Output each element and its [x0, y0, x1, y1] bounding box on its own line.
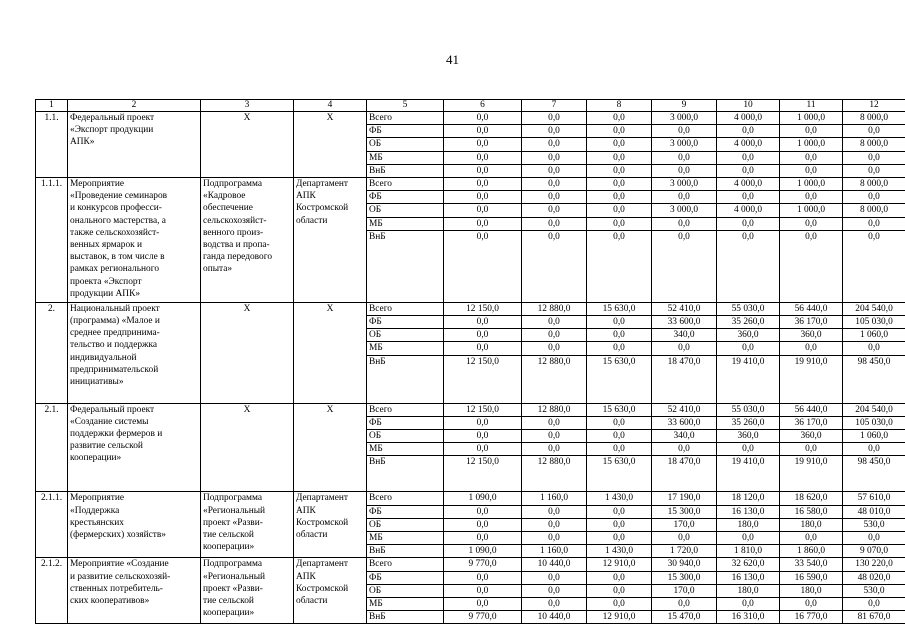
- item-name-cell: Федеральный проект «Создание системы поддержки фермеров и развитие сельской кооперации»: [68, 403, 201, 492]
- value-cell: 180,0: [780, 584, 843, 597]
- value-cell: 12 880,0: [522, 302, 587, 315]
- value-cell: 1 000,0: [780, 112, 843, 125]
- value-cell: 48 020,0: [843, 571, 905, 584]
- value-cell: 1 860,0: [780, 545, 843, 558]
- value-cell: 55 030,0: [717, 403, 780, 416]
- value-cell: 33 540,0: [780, 558, 843, 571]
- row-number-cell: 1.1.1.: [36, 178, 68, 303]
- value-cell: 1 000,0: [780, 138, 843, 151]
- value-cell: 52 410,0: [652, 302, 717, 315]
- table-row: [36, 178, 905, 191]
- value-cell: 32 620,0: [717, 558, 780, 571]
- value-cell: 0,0: [652, 342, 717, 355]
- value-cell: 0,0: [444, 329, 522, 342]
- value-cell: 4 000,0: [717, 204, 780, 217]
- value-cell: 180,0: [780, 518, 843, 531]
- funding-source-cell: МБ: [367, 598, 444, 611]
- value-cell: 0,0: [444, 138, 522, 151]
- value-cell: 12 880,0: [522, 403, 587, 416]
- value-cell: 360,0: [717, 329, 780, 342]
- value-cell: 0,0: [587, 204, 652, 217]
- row-number-cell: 2.1.2.: [36, 558, 68, 624]
- value-cell: 12 150,0: [444, 456, 522, 492]
- value-cell: 0,0: [444, 443, 522, 456]
- header-cell: 5: [367, 100, 444, 112]
- header-cell: 12: [843, 100, 905, 112]
- value-cell: 12 150,0: [444, 403, 522, 416]
- value-cell: 18 470,0: [652, 456, 717, 492]
- row-number-cell: 2.1.: [36, 403, 68, 492]
- value-cell: 0,0: [652, 191, 717, 204]
- value-cell: 0,0: [587, 532, 652, 545]
- value-cell: 360,0: [780, 329, 843, 342]
- funding-source-cell: ОБ: [367, 138, 444, 151]
- value-cell: 530,0: [843, 584, 905, 597]
- value-cell: 0,0: [522, 416, 587, 429]
- value-cell: 16 310,0: [717, 611, 780, 624]
- executor-cell: Департамент АПК Костромской области: [294, 178, 367, 303]
- funding-source-cell: МБ: [367, 151, 444, 164]
- value-cell: 36 170,0: [780, 416, 843, 429]
- funding-source-cell: ВнБ: [367, 230, 444, 302]
- value-cell: 98 450,0: [843, 456, 905, 492]
- value-cell: 16 590,0: [780, 571, 843, 584]
- value-cell: 1 000,0: [780, 204, 843, 217]
- program-cell: Х: [201, 302, 294, 403]
- value-cell: 0,0: [444, 518, 522, 531]
- value-cell: 0,0: [717, 151, 780, 164]
- value-cell: 9 770,0: [444, 558, 522, 571]
- value-cell: 0,0: [444, 430, 522, 443]
- value-cell: 180,0: [717, 584, 780, 597]
- value-cell: 0,0: [780, 191, 843, 204]
- value-cell: 0,0: [444, 230, 522, 302]
- funding-source-cell: Всего: [367, 558, 444, 571]
- row-number-cell: 2.1.1.: [36, 492, 68, 558]
- value-cell: 35 260,0: [717, 316, 780, 329]
- value-cell: 0,0: [587, 329, 652, 342]
- value-cell: 0,0: [780, 532, 843, 545]
- value-cell: 0,0: [780, 217, 843, 230]
- value-cell: 105 030,0: [843, 316, 905, 329]
- value-cell: 0,0: [843, 230, 905, 302]
- value-cell: 0,0: [444, 178, 522, 191]
- value-cell: 0,0: [444, 125, 522, 138]
- value-cell: 4 000,0: [717, 112, 780, 125]
- value-cell: 0,0: [587, 598, 652, 611]
- value-cell: 1 430,0: [587, 545, 652, 558]
- value-cell: 0,0: [587, 217, 652, 230]
- value-cell: 0,0: [587, 518, 652, 531]
- value-cell: 18 120,0: [717, 492, 780, 505]
- value-cell: 0,0: [522, 316, 587, 329]
- value-cell: 15 300,0: [652, 505, 717, 518]
- value-cell: 0,0: [444, 151, 522, 164]
- value-cell: 0,0: [444, 112, 522, 125]
- value-cell: 10 440,0: [522, 611, 587, 624]
- value-cell: 0,0: [652, 532, 717, 545]
- item-name-cell: Мероприятие «Создание и развитие сельскохозяй- ственных потребитель- ских кооперативов»: [68, 558, 201, 624]
- value-cell: 8 000,0: [843, 112, 905, 125]
- value-cell: 0,0: [522, 230, 587, 302]
- header-cell: 11: [780, 100, 843, 112]
- value-cell: 15 300,0: [652, 571, 717, 584]
- value-cell: 4 000,0: [717, 178, 780, 191]
- value-cell: 0,0: [652, 125, 717, 138]
- value-cell: 15 630,0: [587, 456, 652, 492]
- funding-source-cell: ФБ: [367, 191, 444, 204]
- value-cell: 0,0: [444, 505, 522, 518]
- value-cell: 340,0: [652, 430, 717, 443]
- program-cell: Х: [201, 112, 294, 178]
- executor-cell: Х: [294, 302, 367, 403]
- header-cell: 3: [201, 100, 294, 112]
- funding-source-cell: ВнБ: [367, 164, 444, 177]
- value-cell: 0,0: [444, 532, 522, 545]
- value-cell: 3 000,0: [652, 204, 717, 217]
- row-number-cell: 2.: [36, 302, 68, 403]
- funding-source-cell: МБ: [367, 532, 444, 545]
- value-cell: 0,0: [843, 532, 905, 545]
- value-cell: 0,0: [717, 164, 780, 177]
- value-cell: 0,0: [522, 204, 587, 217]
- value-cell: 0,0: [444, 584, 522, 597]
- value-cell: 0,0: [717, 230, 780, 302]
- value-cell: 0,0: [587, 164, 652, 177]
- header-cell: 4: [294, 100, 367, 112]
- funding-source-cell: ФБ: [367, 505, 444, 518]
- header-cell: 8: [587, 100, 652, 112]
- value-cell: 33 600,0: [652, 416, 717, 429]
- value-cell: 0,0: [652, 217, 717, 230]
- value-cell: 0,0: [522, 151, 587, 164]
- value-cell: 48 010,0: [843, 505, 905, 518]
- value-cell: 0,0: [780, 598, 843, 611]
- value-cell: 1 430,0: [587, 492, 652, 505]
- value-cell: 9 770,0: [444, 611, 522, 624]
- value-cell: 0,0: [522, 112, 587, 125]
- item-name-cell: Мероприятие «Проведение семинаров и конкурсов професси- онального мастерства, а также сельскохозяйст- венных ярмарок и выставок, в том числе в рамках регионального проекта «Экспорт продукции АПК»: [68, 178, 201, 303]
- value-cell: 12 880,0: [522, 355, 587, 403]
- value-cell: 0,0: [652, 230, 717, 302]
- value-cell: 0,0: [652, 151, 717, 164]
- value-cell: 0,0: [780, 164, 843, 177]
- header-cell: 6: [444, 100, 522, 112]
- value-cell: 0,0: [587, 316, 652, 329]
- header-cell: 9: [652, 100, 717, 112]
- value-cell: 0,0: [717, 125, 780, 138]
- funding-source-cell: ОБ: [367, 329, 444, 342]
- page-number: 41: [446, 52, 459, 67]
- value-cell: 0,0: [444, 204, 522, 217]
- value-cell: 4 000,0: [717, 138, 780, 151]
- table-row: [36, 403, 905, 416]
- program-cell: Подпрограмма «Кадровое обеспечение сельскохозяйст- венного произ- водства и пропа- ганда передового опыта»: [201, 178, 294, 303]
- value-cell: 8 000,0: [843, 178, 905, 191]
- value-cell: 180,0: [717, 518, 780, 531]
- value-cell: 0,0: [587, 505, 652, 518]
- value-cell: 0,0: [843, 164, 905, 177]
- value-cell: 0,0: [780, 230, 843, 302]
- value-cell: 18 470,0: [652, 355, 717, 403]
- executor-cell: Департамент АПК Костромской области: [294, 558, 367, 624]
- value-cell: 0,0: [717, 532, 780, 545]
- value-cell: 0,0: [522, 505, 587, 518]
- value-cell: 0,0: [843, 125, 905, 138]
- value-cell: 0,0: [522, 178, 587, 191]
- value-cell: 130 220,0: [843, 558, 905, 571]
- value-cell: 16 580,0: [780, 505, 843, 518]
- value-cell: 1 060,0: [843, 430, 905, 443]
- value-cell: 0,0: [522, 584, 587, 597]
- value-cell: 0,0: [587, 571, 652, 584]
- value-cell: 0,0: [780, 125, 843, 138]
- value-cell: 360,0: [780, 430, 843, 443]
- value-cell: 81 670,0: [843, 611, 905, 624]
- funding-source-cell: Всего: [367, 302, 444, 315]
- value-cell: 3 000,0: [652, 112, 717, 125]
- value-cell: 0,0: [444, 217, 522, 230]
- value-cell: 0,0: [444, 164, 522, 177]
- value-cell: 30 940,0: [652, 558, 717, 571]
- value-cell: 0,0: [522, 191, 587, 204]
- value-cell: 56 440,0: [780, 403, 843, 416]
- value-cell: 18 620,0: [780, 492, 843, 505]
- value-cell: 0,0: [843, 151, 905, 164]
- value-cell: 0,0: [717, 598, 780, 611]
- value-cell: 0,0: [843, 443, 905, 456]
- executor-cell: Х: [294, 403, 367, 492]
- funding-source-cell: ОБ: [367, 204, 444, 217]
- value-cell: 12 150,0: [444, 355, 522, 403]
- value-cell: 0,0: [587, 342, 652, 355]
- executor-cell: Х: [294, 112, 367, 178]
- header-row: [36, 100, 905, 112]
- table-row: [36, 492, 905, 505]
- funding-source-cell: ВнБ: [367, 611, 444, 624]
- value-cell: 0,0: [522, 443, 587, 456]
- funding-source-cell: ФБ: [367, 416, 444, 429]
- budget-table: [35, 99, 905, 624]
- table-row: [36, 302, 905, 315]
- value-cell: 0,0: [587, 584, 652, 597]
- header-cell: 7: [522, 100, 587, 112]
- value-cell: 0,0: [444, 342, 522, 355]
- funding-source-cell: ОБ: [367, 430, 444, 443]
- value-cell: 0,0: [444, 598, 522, 611]
- value-cell: 360,0: [717, 430, 780, 443]
- value-cell: 105 030,0: [843, 416, 905, 429]
- value-cell: 98 450,0: [843, 355, 905, 403]
- value-cell: 0,0: [587, 138, 652, 151]
- funding-source-cell: Всего: [367, 178, 444, 191]
- value-cell: 170,0: [652, 584, 717, 597]
- value-cell: 0,0: [780, 342, 843, 355]
- item-name-cell: Мероприятие «Поддержка крестьянских (фермерских) хозяйств»: [68, 492, 201, 558]
- funding-source-cell: ВнБ: [367, 456, 444, 492]
- value-cell: 0,0: [587, 125, 652, 138]
- value-cell: 1 000,0: [780, 178, 843, 191]
- value-cell: 204 540,0: [843, 403, 905, 416]
- value-cell: 0,0: [522, 217, 587, 230]
- value-cell: 1 160,0: [522, 545, 587, 558]
- value-cell: 52 410,0: [652, 403, 717, 416]
- value-cell: 33 600,0: [652, 316, 717, 329]
- value-cell: 1 090,0: [444, 545, 522, 558]
- value-cell: 0,0: [717, 217, 780, 230]
- value-cell: 56 440,0: [780, 302, 843, 315]
- value-cell: 0,0: [522, 571, 587, 584]
- value-cell: 19 910,0: [780, 456, 843, 492]
- value-cell: 0,0: [587, 430, 652, 443]
- value-cell: 0,0: [780, 151, 843, 164]
- value-cell: 0,0: [522, 125, 587, 138]
- value-cell: 15 630,0: [587, 355, 652, 403]
- value-cell: 0,0: [522, 164, 587, 177]
- funding-source-cell: ФБ: [367, 316, 444, 329]
- value-cell: 12 910,0: [587, 611, 652, 624]
- value-cell: 36 170,0: [780, 316, 843, 329]
- value-cell: 3 000,0: [652, 138, 717, 151]
- funding-source-cell: Всего: [367, 492, 444, 505]
- executor-cell: Департамент АПК Костромской области: [294, 492, 367, 558]
- value-cell: 8 000,0: [843, 138, 905, 151]
- value-cell: 340,0: [652, 329, 717, 342]
- value-cell: 170,0: [652, 518, 717, 531]
- value-cell: 1 160,0: [522, 492, 587, 505]
- value-cell: 0,0: [444, 316, 522, 329]
- value-cell: 0,0: [522, 598, 587, 611]
- value-cell: 16 130,0: [717, 505, 780, 518]
- value-cell: 0,0: [843, 342, 905, 355]
- value-cell: 0,0: [522, 518, 587, 531]
- value-cell: 1 060,0: [843, 329, 905, 342]
- value-cell: 55 030,0: [717, 302, 780, 315]
- value-cell: 0,0: [522, 430, 587, 443]
- value-cell: 16 130,0: [717, 571, 780, 584]
- value-cell: 0,0: [444, 571, 522, 584]
- value-cell: 9 070,0: [843, 545, 905, 558]
- value-cell: 0,0: [444, 416, 522, 429]
- value-cell: 530,0: [843, 518, 905, 531]
- value-cell: 0,0: [587, 416, 652, 429]
- value-cell: 1 720,0: [652, 545, 717, 558]
- header-cell: 2: [68, 100, 201, 112]
- value-cell: 19 410,0: [717, 456, 780, 492]
- value-cell: 35 260,0: [717, 416, 780, 429]
- value-cell: 0,0: [522, 342, 587, 355]
- value-cell: 0,0: [652, 164, 717, 177]
- funding-source-cell: МБ: [367, 443, 444, 456]
- value-cell: 15 630,0: [587, 403, 652, 416]
- value-cell: 3 000,0: [652, 178, 717, 191]
- value-cell: 15 470,0: [652, 611, 717, 624]
- funding-source-cell: ОБ: [367, 518, 444, 531]
- table-row: [36, 112, 905, 125]
- value-cell: 10 440,0: [522, 558, 587, 571]
- value-cell: 0,0: [717, 342, 780, 355]
- funding-source-cell: ФБ: [367, 125, 444, 138]
- value-cell: 0,0: [843, 217, 905, 230]
- value-cell: 0,0: [717, 191, 780, 204]
- value-cell: 8 000,0: [843, 204, 905, 217]
- value-cell: 19 410,0: [717, 355, 780, 403]
- value-cell: 0,0: [843, 191, 905, 204]
- value-cell: 0,0: [587, 151, 652, 164]
- value-cell: 204 540,0: [843, 302, 905, 315]
- value-cell: 15 630,0: [587, 302, 652, 315]
- value-cell: 0,0: [522, 329, 587, 342]
- funding-source-cell: МБ: [367, 217, 444, 230]
- funding-source-cell: Всего: [367, 112, 444, 125]
- header-cell: 1: [36, 100, 68, 112]
- value-cell: 19 910,0: [780, 355, 843, 403]
- program-cell: Подпрограмма «Региональный проект «Разви- тие сельской кооперации»: [201, 492, 294, 558]
- value-cell: 12 150,0: [444, 302, 522, 315]
- funding-source-cell: ФБ: [367, 571, 444, 584]
- value-cell: 16 770,0: [780, 611, 843, 624]
- value-cell: 0,0: [587, 443, 652, 456]
- funding-source-cell: Всего: [367, 403, 444, 416]
- value-cell: 0,0: [522, 138, 587, 151]
- value-cell: 0,0: [587, 230, 652, 302]
- funding-source-cell: МБ: [367, 342, 444, 355]
- value-cell: 1 090,0: [444, 492, 522, 505]
- value-cell: 0,0: [522, 532, 587, 545]
- item-name-cell: Федеральный проект «Экспорт продукции АПК»: [68, 112, 201, 178]
- row-number-cell: 1.1.: [36, 112, 68, 178]
- value-cell: 0,0: [587, 178, 652, 191]
- value-cell: 12 880,0: [522, 456, 587, 492]
- value-cell: 0,0: [843, 598, 905, 611]
- value-cell: 0,0: [444, 191, 522, 204]
- program-cell: Подпрограмма «Региональный проект «Разви- тие сельской кооперации»: [201, 558, 294, 624]
- value-cell: 17 190,0: [652, 492, 717, 505]
- value-cell: 1 810,0: [717, 545, 780, 558]
- value-cell: 0,0: [652, 443, 717, 456]
- header-cell: 10: [717, 100, 780, 112]
- program-cell: Х: [201, 403, 294, 492]
- value-cell: 12 910,0: [587, 558, 652, 571]
- funding-source-cell: ОБ: [367, 584, 444, 597]
- value-cell: 0,0: [717, 443, 780, 456]
- value-cell: 0,0: [587, 191, 652, 204]
- funding-source-cell: ВнБ: [367, 545, 444, 558]
- funding-source-cell: ВнБ: [367, 355, 444, 403]
- table-row: [36, 558, 905, 571]
- value-cell: 0,0: [587, 112, 652, 125]
- value-cell: 0,0: [652, 598, 717, 611]
- item-name-cell: Национальный проект (программа) «Малое и среднее предпринима- тельство и поддержка индивидуальной предпринимательской инициативы»: [68, 302, 201, 403]
- value-cell: 57 610,0: [843, 492, 905, 505]
- value-cell: 0,0: [780, 443, 843, 456]
